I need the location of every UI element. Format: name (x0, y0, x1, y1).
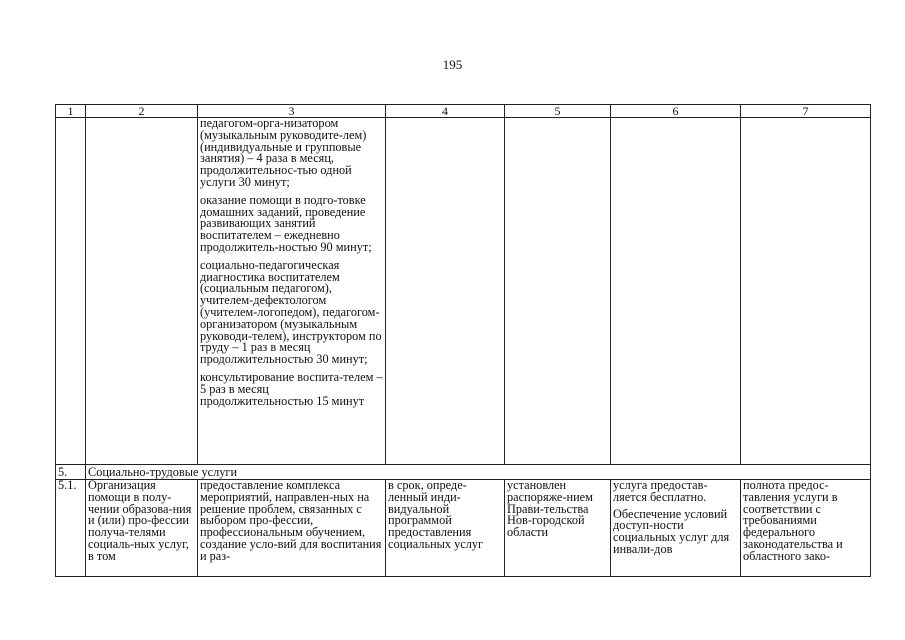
services-description-cell (198, 118, 386, 465)
header-col-7: 7 (741, 105, 871, 118)
tariff-cell: установлен распоряже-нием Прави-тельства Нов-городской области (505, 480, 611, 577)
table-header-row (56, 105, 871, 118)
table-row (56, 118, 871, 465)
section-title: Социально-трудовые услуги (86, 465, 871, 480)
cell-empty (611, 118, 741, 465)
item-number: 5.1. (56, 480, 86, 577)
header-col-6: 6 (611, 105, 741, 118)
conditions-paragraph: услуга предостав-ляется бесплатно. (613, 479, 708, 504)
service-paragraph: оказание помощи в подго-товке домашних заданий, проведение развивающих занятий воспитателем – ежедневно продолжитель-ностью 90 минут; (200, 192, 372, 254)
header-col-4: 4 (386, 105, 505, 118)
cell-empty (86, 118, 198, 465)
service-description-cell: предоставление комплекса мероприятий, направлен-ных на решение проблем, связанных с выбором про-фессии, профессиональным обучением, создание усло-вий для воспитания и раз- (198, 480, 386, 577)
service-term-cell: в срок, опреде-ленный инди-видуальной программой предоставления социальных услуг (386, 480, 505, 577)
conditions-paragraph: Обеспечение условий доступ-ности социальных услуг для инвали-дов (613, 506, 730, 556)
page-number: 195 (442, 57, 463, 72)
services-table (55, 104, 871, 577)
header-col-1: 1 (56, 105, 86, 118)
quality-indicators-cell: полнота предос-тавления услуги в соответствии с требованиями федерального законодательства и областного зако- (741, 480, 871, 577)
service-paragraph: педагогом-орга-низатором (музыкальным руководите-лем) (индивидуальные и групповые занятия) – 4 раза в месяц, продолжительнос-тью одной услуги 30 минут; (200, 117, 367, 189)
cell-empty (741, 118, 871, 465)
conditions-cell (611, 480, 741, 577)
header-col-3: 3 (198, 105, 386, 118)
header-col-5: 5 (505, 105, 611, 118)
cell-empty (56, 118, 86, 465)
service-paragraph: социально-педагогическая диагностика воспитателем (социальным педагогом), учителем-дефектологом (учителем-логопедом), педагогом-организатором (музыкальным руководи-телем), инструктором по труду – 1 раз в месяц продолжительностью 30 минут; (200, 257, 382, 367)
cell-empty (505, 118, 611, 465)
table-row (56, 480, 871, 577)
service-paragraph: консультирование воспита-телем – 5 раз в месяц продолжительностью 15 минут (200, 369, 383, 408)
header-col-2: 2 (86, 105, 198, 118)
section-number: 5. (56, 465, 86, 480)
cell-empty (386, 118, 505, 465)
service-name-cell: Организация помощи в полу-чении образова-ния и (или) про-фессии получа-телями социаль-ных услуг, в том (86, 480, 198, 577)
section-row (56, 465, 871, 480)
